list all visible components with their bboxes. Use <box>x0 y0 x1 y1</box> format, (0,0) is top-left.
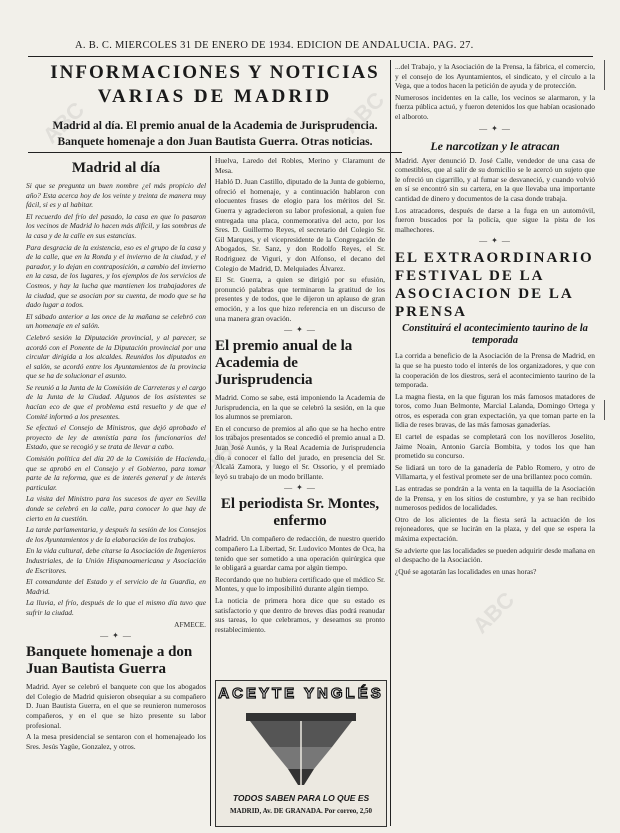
margin-mark <box>604 400 605 420</box>
article-paragraph: La tarde parlamentaria, y después la sesión de los Consejos de los Ayuntamientos y de la elaboración de los trabajos. <box>26 525 206 544</box>
article-paragraph: Se efectuó el Consejo de Ministros, que dejó aprobado el proyecto de ley de amnistía para los funcionarios del Estado, que se recogió y se trata de llevar a cabo. <box>26 423 206 452</box>
article-paragraph: El comandante del Estado y el servicio de la Guardia, en Madrid. <box>26 577 206 596</box>
column-1 <box>26 156 206 826</box>
margin-mark <box>604 60 605 90</box>
section-heading-periodista: El periodista Sr. Montes, enfermo <box>220 496 380 530</box>
header-rule <box>28 56 593 57</box>
column-divider-1 <box>210 156 211 826</box>
article-paragraph: Si que se pregunta un buen nombre ¿el más propicio del año? Esta acerca hoy de los veinte y treinta de manera muy fácil, si es y al habitar. <box>26 181 206 210</box>
section-heading-text: Le narcotizan y le atracan <box>430 138 560 153</box>
article-paragraph: El sábado anterior a las once de la mañana se celebró con un homenaje en el salón. <box>26 311 206 331</box>
column-3 <box>395 62 595 826</box>
article-paragraph: Las entradas se pondrán a la venta en la taquilla de la Asociación de la Prensa, y en los sitios de costumbre, y ya se han recibido numerosos pedidos de localidades. <box>395 484 595 513</box>
article-paragraph: La magna fiesta, en la que figuran los más famosos matadores de toros, como Juan Belmonte, Marcial Lalanda, Domingo Ortega y otros, es esperada con gran expectación, ya que toman parte en la lidia de reses bravas, de las más famosas ganaderías. <box>395 391 595 430</box>
section-ornament: — ✦ — <box>284 483 316 493</box>
section-ornament: — ✦ — <box>100 631 132 641</box>
section-subheading-festival: Constituirá el acontecimiento taurino de la temporada <box>402 323 588 347</box>
ad-dropper-bottle-icon <box>236 707 366 791</box>
article-paragraph: Se advierte que las localidades se pueden adquirir desde mañana en el despacho de la Asociación. <box>395 545 595 565</box>
article-paragraph: La noticia de primera hora dice que su estado es satisfactorio y que dentro de breves días podrá reanudar sus tareas, lo que celebramos, y deseamos su pronto restablecimiento. <box>215 596 385 634</box>
article-paragraph: ...del Trabajo, y la Asociación de la Prensa, la fábrica, el comercio, y el consejo de los Ayuntamientos, el sindicato, y el círculo a la Vega, que a todos hacen la petición de ayuda y de protección. <box>395 62 595 91</box>
article-paragraph: Madrid. Ayer denunció D. José Calle, vendedor de una casa de comestibles, que al salir de su domicilio se le acercó un sujeto que le ofreció un cigarrillo, y al fumar se desvaneció, y cuando volvió en sí se encontró sin su cartera, en la que llevaba una importante cantidad de dinero y documentos de la casa donde trabaja. <box>395 155 595 203</box>
ad-slogan: TODOS SABEN PARA LO QUE ES <box>232 793 370 803</box>
section-heading-madrid-al-dia: Madrid al día <box>71 160 161 176</box>
section-ornament: — ✦ — <box>284 325 316 335</box>
article-paragraph: Madrid. Un compañero de redacción, de nuestro querido compañero La Libertad, Sr. Ludovico Montes de Oca, ha tenido que ser sometido a una operación quirúrgica que le obligará a guardar cama por algún tiempo. <box>215 534 385 573</box>
deck-rule <box>28 152 402 153</box>
article-paragraph: En la vida cultural, debe citarse la Asociación de Ingenieros Industriales, de la Unión Hispanoamericana y Asociación de Escritores. <box>26 546 206 575</box>
article-paragraph: Huelva, Laredo del Robles, Merino y Claramunt de Mesa. <box>215 156 385 175</box>
column-2 <box>215 156 385 676</box>
article-paragraph: Para desgracia de la existencia, eso es el grupo de la casa y de la calle, que en la Ronda y el invierno de la ciudad, y el parador, y lo dejan en contraposición, a cambio del invierno en la casa, de los lugares, y los ejemplos de los servicios de Cosmos, y hay la lucha que mantienen los trabajadores de la ciudad, que se asocian por su cuenta, de modo que se ha dado lugar a todos. <box>26 242 206 310</box>
article-paragraph: La corrida a beneficio de la Asociación de la Prensa de Madrid, en la que se ha puesto todo el interés de los organizadores, y que con la cooperación de los diestros, será el acontecimiento taurino de la temporada. <box>395 351 595 390</box>
article-paragraph: Celebró sesión la Diputación provincial, y al parecer, se acordó con el Ponente de la Diputación provincial por una circular dirigida a los alcaldes. Reunidos los diputados en el salón, se acordó entre los Ayuntamientos de la provincia que se ha de solucionar el asunto. <box>26 332 206 381</box>
article-paragraph: Los atracadores, después de darse a la fuga en un automóvil, fueron buscados por la policía, que sigue la pista de los malhechores. <box>395 205 595 234</box>
main-title-line-1: INFORMACIONES Y NOTICIAS <box>50 62 380 83</box>
article-paragraph: Comisión política del día 20 de la Comisión de Hacienda, que se aprobó en el Consejo y el Gobierno, para tomar parte de la reforma, que es de interés general y de interés particular. <box>26 454 206 492</box>
ad-brand-name: ACEYTE YNGLÉS <box>218 685 384 702</box>
advertisement-aceyte-ingles <box>215 680 387 827</box>
article-paragraph: El cartel de espadas se completará con los novilleros Joselito, Jaime Noain, Antonio García Bombita, y todos los que han prometido su concurso. <box>395 432 595 461</box>
article-paragraph: Madrid. Como se sabe, está imponiendo la Academia de Jurisprudencia, en la que se celebró la sesión, en la que los alumnos se premiaron. <box>215 393 385 422</box>
article-signature: AFMECE. <box>174 619 206 629</box>
column-divider-2 <box>390 60 391 826</box>
article-paragraph: Recordando que no hubiera certificado que el médico Sr. Montes, y que lo imposibilitó durante algún tiempo. <box>215 574 385 594</box>
article-paragraph: En el concurso de premios al año que se ha hecho entre los trabajos presentados se concedió el premio anual a D. Juan José Aunós, y la Real Academia de Jurisprudencia dio a conocer el fallo del jurado, en presencia del Sr. Alcalá Zamora, y luego el Sr. Ossorio, y el premiado leyó su trabajo de un modo brillante. <box>215 423 385 481</box>
watermark-4: ABC <box>467 586 520 639</box>
section-heading-banquete: Banquete homenaje a don Juan Bautista Guerra <box>26 644 193 678</box>
article-paragraph: Se lidiará un toro de la ganadería de Pablo Romero, y otro de Villamarta, y el festival promete ser de una brillantez poco común. <box>395 462 595 482</box>
article-paragraph: Se reunió a la Junta de la Comisión de Carreteras y el cargo de la Junta de la Ciudad. Algunos de los asistentes se hacían eco de que el problema está resuelto y de que el Comité informó a los presentes. <box>26 382 206 421</box>
article-paragraph: A la mesa presidencial se sentaron con el homenajeado los Sres. Jesús Yagüe, Gonzalez, y otros. <box>26 732 206 751</box>
watermark-2: ABC <box>337 86 390 139</box>
article-paragraph: Numerosos incidentes en la calle, los vecinos se alarmaron, y la fuerza pública actuó, y fueron detenidos los que habían ocasionado el alboroto. <box>395 92 595 121</box>
article-paragraph: El recuerdo del frío del pasado, la casa en que lo pasaron los vecinos de Madrid lo hacen más difícil, y las sombras de la casa y de la calle en sus estancias. <box>26 211 206 240</box>
article-paragraph: ¿Qué se agotarán las localidades en unas horas? <box>395 566 537 576</box>
watermark-1: ABC <box>37 96 90 149</box>
deck-summary: Madrid al día. El premio anual de la Academia de Jurisprudencia. Banquete homenaje a don Juan Bautista Guerra. Otras noticias. <box>52 120 378 148</box>
section-heading-narcotizan <box>395 139 595 153</box>
section-ornament: — ✦ — <box>479 236 511 246</box>
article-paragraph: Madrid. Ayer se celebró el banquete con que los abogados del Colegio de Madrid quisieron obsequiar a su compañero D. Juan Bautista Guerra, en el que se reunieron numerosos compañeros, y en el que se hizo presente su labor profesional. <box>26 682 206 730</box>
article-paragraph: La visita del Ministro para los sucesos de ayer en Sevilla donde se celebró en la calle, para conocer lo que hay de cierto en la cuestión. <box>26 494 206 523</box>
ad-address: MADRID, Av. DE GRANADA. Por correo, 2,50 <box>229 807 373 815</box>
article-paragraph: La lluvia, el frío, después de lo que el mismo día tuvo que sufrir la ciudad. <box>26 598 206 617</box>
watermark-3: ABC <box>197 426 250 479</box>
article-paragraph: Habló D. Juan Castillo, diputado de la Junta de gobierno, ofreció el homenaje, y a continuación hablaron con elocuentes frases de elogio para los méritos del Sr. Guerra y agradecieron su labor profesional, a quien fue entregada una placa, conmemorativa del acto, por los Sres. D. Guillermo Reyes, el secretario del Colegio Sr. Gil Marques, y el vicepresidente de la Congregación de Abogados, Sr. Sanz, y don Rodolfo Reyes, el Sr. Rodriguez de Viguri, y don Alfonso, el decano del Colegio de Madrid, D. Melquiades Álvarez. <box>215 177 385 273</box>
main-title-line-2: VARIAS DE MADRID <box>97 86 333 107</box>
page-header: A. B. C. MIERCOLES 31 DE ENERO DE 1934. EDICION DE ANDALUCIA. PAG. 27. <box>75 40 474 51</box>
article-paragraph: El Sr. Guerra, a quien se dirigió por su efusión, pronunció palabras que terminaron la gratitud de los presentes y de todos, que le dijeron un aplauso de gran emoción, y a los que hizo referencia en un discurso de una manera gran ovación. <box>215 275 385 323</box>
section-heading-festival: EL EXTRAORDINARIO FESTIVAL DE LA ASOCIACION DE LA PRENSA <box>395 250 594 321</box>
section-heading-premio: El premio anual de la Academia de Jurisprudencia <box>215 338 353 389</box>
article-paragraph: Otro de los alicientes de la fiesta será la actuación de los rejoneadores, que se lucirán en la plaza, y del que se espera la máxima expectación. <box>395 514 595 543</box>
section-ornament: — ✦ — <box>479 123 511 133</box>
